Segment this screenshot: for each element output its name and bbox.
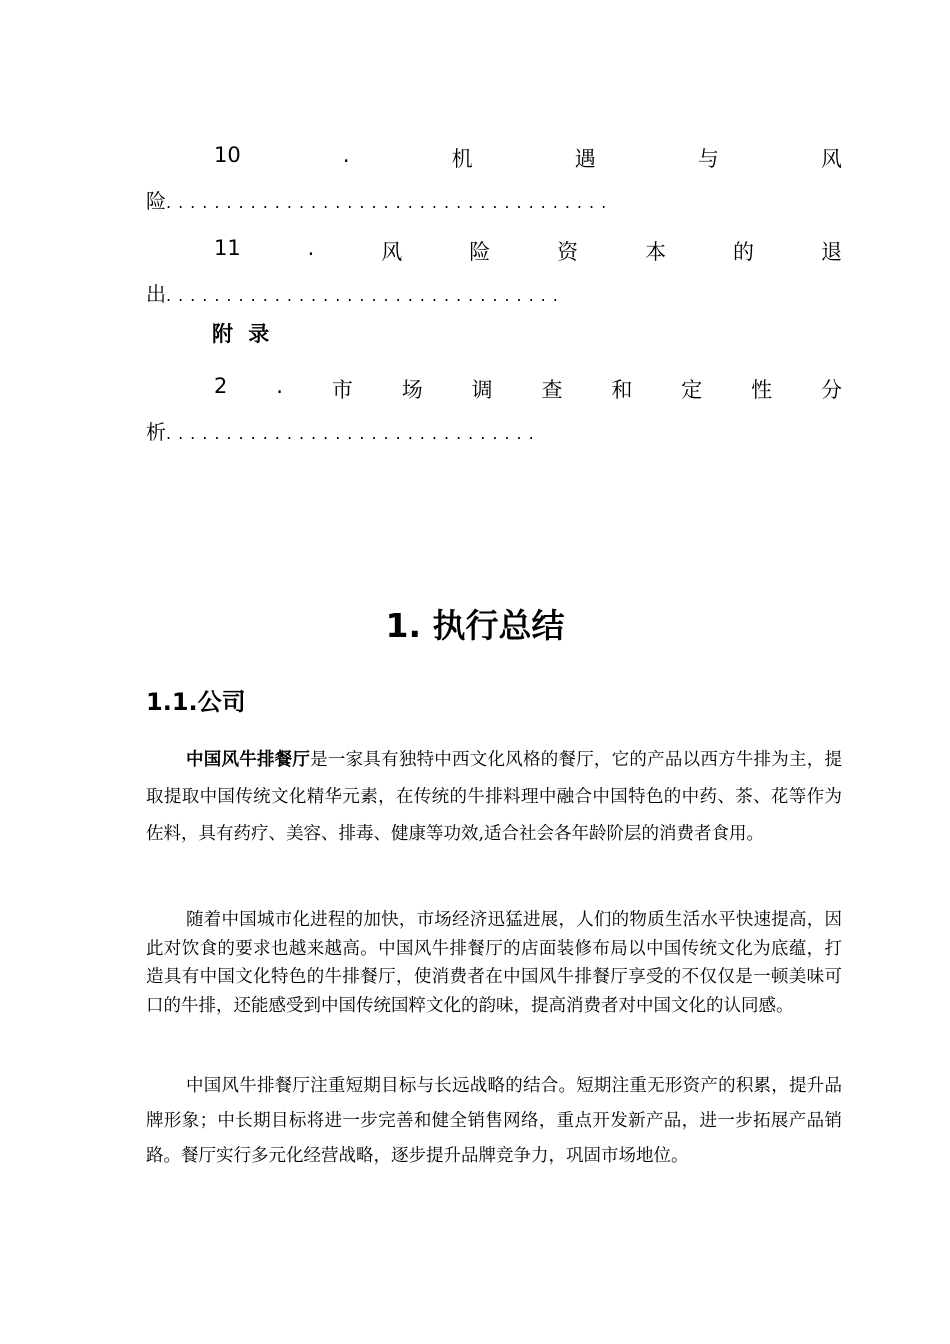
toc-char: 调 [471, 378, 493, 402]
toc-char: 风 [381, 240, 403, 264]
toc-number: 11 [214, 236, 241, 260]
toc-dots: ............................... [166, 424, 541, 443]
toc-char: 分 [820, 378, 842, 402]
paragraph-2 [146, 906, 842, 1020]
toc-char: 退 [820, 240, 842, 264]
paragraph-text: 是一家具有独特中西文化风格的餐厅，它的产品以西方牛排为主，提取提取中国传统文化精华元素，在传统的牛排料理中融合中国特色的中药、茶、花等作为佐料，具有药疗、美容、排毒、健康等功效,适合社会各年龄阶层的消费者食用。 [146, 750, 843, 844]
toc-separator: . [307, 236, 315, 260]
toc-char: 析 [146, 420, 166, 444]
toc-number: 10 [214, 143, 241, 167]
paragraph-text: 随着中国城市化进程的加快，市场经济迅猛进展，人们的物质生活水平快速提高，因此对饮食的要求也越来越高。中国风牛排餐厅的店面装修布局以中国传统文化为底蕴，打造具有中国文化特色的牛排餐厅，使消费者在中国风牛排餐厅享受的不仅仅是一顿美味可口的牛排，还能感受到中国传统国粹文化的韵味，提高消费者对中国文化的认同感。 [146, 910, 842, 1016]
toc-char: 出 [146, 282, 166, 306]
paragraph-bold-lead: 中国风牛排餐厅 [186, 750, 311, 770]
toc-dots: ................................. [166, 286, 565, 305]
paragraph-1 [146, 742, 842, 853]
paragraph-3 [146, 1069, 842, 1174]
toc-number: 2 [214, 374, 228, 398]
toc-char: 风 [820, 147, 842, 171]
toc-char: 险 [146, 189, 166, 213]
toc-char: 查 [541, 378, 563, 402]
toc-entry-10[interactable] [146, 143, 842, 214]
toc-char: 性 [751, 378, 773, 402]
paragraph-text: 中国风牛排餐厅注重短期目标与长远战略的结合。短期注重无形资产的积累，提升品牌形象；中长期目标将进一步完善和健全销售网络，重点开发新产品，进一步拓展产品销路。餐厅实行多元化经营战略，逐步提升品牌竞争力，巩固市场地位。 [146, 1076, 842, 1166]
toc-char: 市 [331, 378, 353, 402]
toc-char: 定 [681, 378, 703, 402]
appendix-label: 附 录 [212, 322, 274, 346]
toc-char: 遇 [574, 147, 596, 171]
toc-char: 的 [733, 240, 755, 264]
toc-separator: . [276, 374, 283, 398]
toc-char: 机 [451, 147, 473, 171]
toc-char: 险 [469, 240, 491, 264]
toc-entry-11[interactable] [146, 236, 842, 307]
toc-char: 和 [611, 378, 633, 402]
heading-company: 1.1.公司 [146, 688, 246, 716]
toc-entry-2[interactable] [146, 374, 842, 445]
toc-char: 资 [557, 240, 579, 264]
toc-char: 本 [645, 240, 667, 264]
toc-char: 与 [697, 147, 719, 171]
toc-separator: . [342, 143, 350, 167]
toc-char: 场 [401, 378, 423, 402]
heading-executive-summary: 1. 执行总结 [385, 606, 565, 645]
toc-dots: ..................................... [166, 193, 614, 212]
